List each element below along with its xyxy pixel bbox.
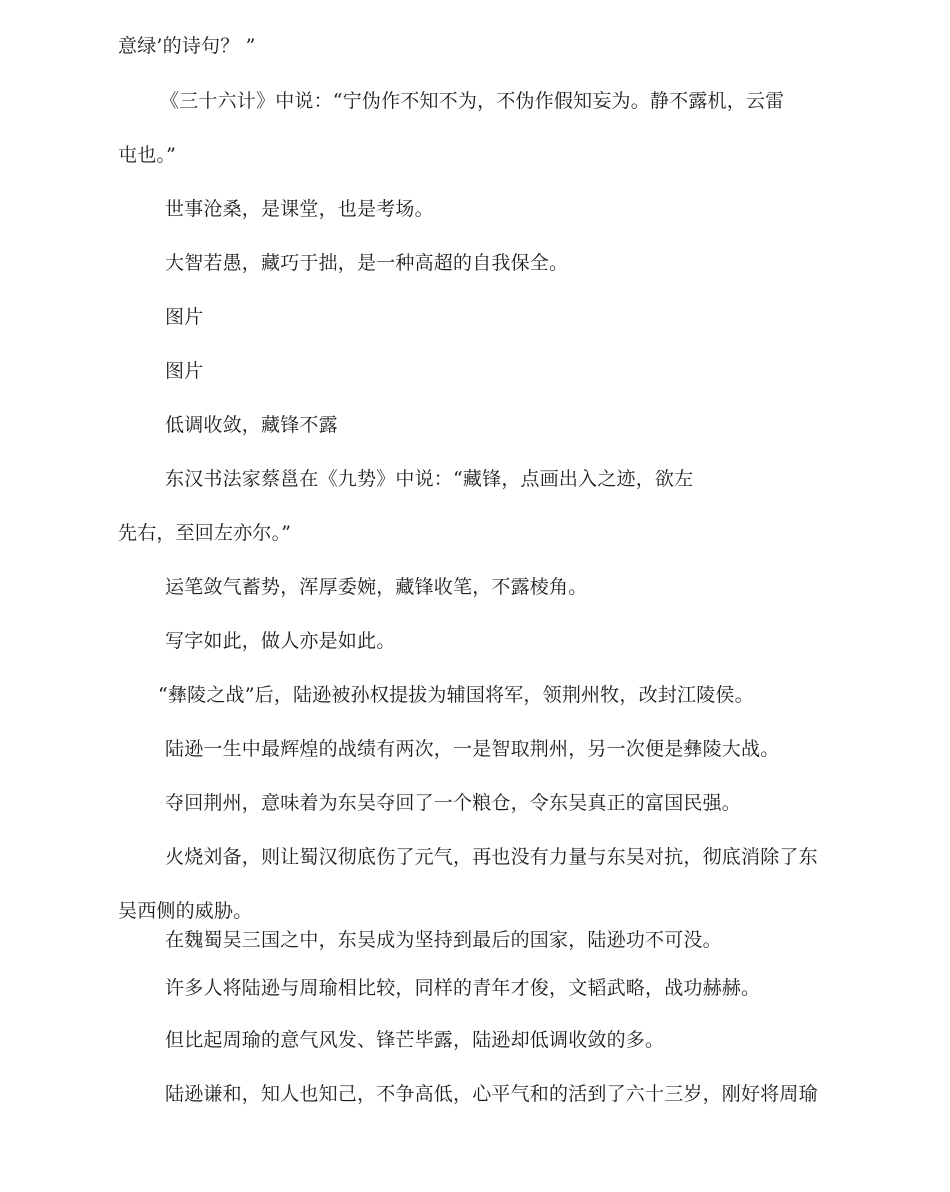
text-line: 但比起周瑜的意气风发、锋芒毕露，陆逊却低调收敛的多。 <box>165 1029 665 1051</box>
text-line: 意绿’的诗句？ ” <box>118 35 256 57</box>
text-line: 吴西侧的威胁。 <box>118 900 253 922</box>
text-line: 陆逊一生中最辉煌的战绩有两次，一是智取荆州，另一次便是彝陵大战。 <box>165 738 780 760</box>
text-line: 大智若愚，藏巧于拙，是一种高超的自我保全。 <box>165 252 569 274</box>
text-line: 陆逊谦和，知人也知己，不争高低，心平气和的活到了六十三岁，刚好将周瑜 <box>165 1083 818 1105</box>
image-placeholder-label: 图片 <box>165 306 204 328</box>
image-placeholder-label: 图片 <box>165 360 204 382</box>
text-line: 运笔敛气蓄势，浑厚委婉，藏锋收笔，不露棱角。 <box>165 576 588 598</box>
text-line: 在魏蜀吴三国之中，东吴成为坚持到最后的国家，陆逊功不可没。 <box>165 929 722 951</box>
text-line: 屯也。” <box>118 144 177 166</box>
text-line: 写字如此，做人亦是如此。 <box>165 630 396 652</box>
text-line: 夺回荆州，意味着为东吴夺回了一个粮仓，令东吴真正的富国民强。 <box>165 792 742 814</box>
text-line: 先右，至回左亦尔。” <box>118 522 292 544</box>
text-line: 世事沧桑，是课堂，也是考场。 <box>165 198 434 220</box>
text-line: 许多人将陆逊与周瑜相比较，同样的青年才俊，文韬武略，战功赫赫。 <box>165 977 761 999</box>
text-line: 火烧刘备，则让蜀汉彻底伤了元气，再也没有力量与东吴对抗，彻底消除了东 <box>165 846 818 868</box>
text-line: 东汉书法家蔡邕在《九势》中说：“藏锋，点画出入之迹，欲左 <box>165 468 694 490</box>
text-line: “彝陵之战”后，陆逊被孙权提拔为辅国将军，领荆州牧，改封江陵侯。 <box>158 684 754 706</box>
section-heading: 低调收敛，藏锋不露 <box>165 414 338 436</box>
text-line: 《三十六计》中说：“宁伪作不知不为，不伪作假知妄为。静不露机，云雷 <box>160 90 785 112</box>
